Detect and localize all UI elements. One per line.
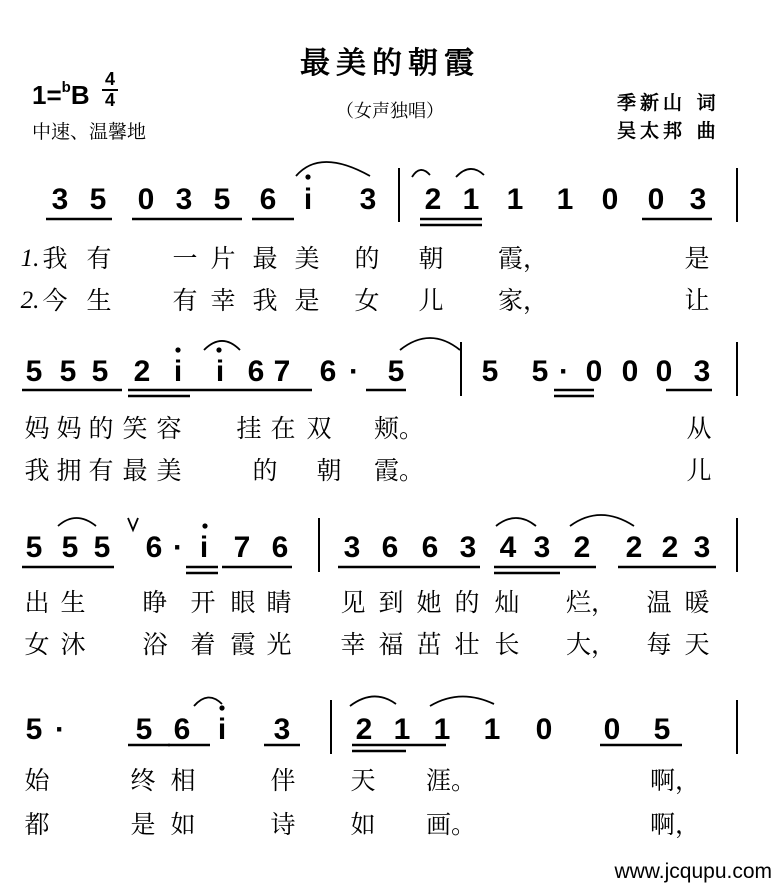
note: 6 [259,183,277,216]
lyric-syllable: 沐 [60,630,86,659]
lyric-syllable: 睛 [266,588,292,617]
note: 2 [625,531,643,564]
lyric-syllable: 颊。 [374,414,425,443]
lyric-syllable: 天 [350,766,376,795]
note: 5 [25,531,43,564]
lyric-syllable: 着 [190,630,216,659]
note: 4 [499,531,517,564]
lyric-syllable: 生 [86,286,112,315]
lyric-syllable: 天 [684,630,710,659]
note: 6 [271,531,289,564]
note: i [303,183,313,216]
key-signature [32,80,90,111]
rest: 0 [137,183,155,216]
note: 5 [531,355,549,388]
lyric-syllable: 女 [24,630,50,659]
lyric-line-3-verse-2 [24,628,724,662]
song-subtitle: （女声独唱） [336,101,444,122]
note: 5 [91,355,109,388]
dot: · [55,713,65,746]
note: 1 [433,713,451,746]
lyric-syllable: 诗 [270,810,296,839]
lyric-syllable: 温 [646,588,672,617]
note: 2 [573,531,591,564]
lyric-syllable: 最 [252,244,278,273]
meter-bottom: 4 [104,90,115,110]
note: 2 [355,713,373,746]
lyric-syllable: 霞 [230,630,256,659]
lyric-syllable: 霞。 [374,456,425,485]
lyric-syllable: 的 [354,244,380,273]
lyric-syllable: 如 [170,810,196,839]
note: 5 [89,183,107,216]
rest: 0 [621,355,639,388]
lyric-syllable: 是 [684,244,710,273]
lyric-syllable: 在 [270,414,296,443]
lyric-syllable: 妈 [56,414,82,443]
lyric-line-2-verse-2 [24,454,724,488]
lyric-line-4-verse-1 [24,764,724,798]
rest: 0 [601,183,619,216]
note: 3 [459,531,477,564]
lyric-syllable: 出 [24,588,50,617]
note: 2 [424,183,442,216]
note: 6 [319,355,337,388]
lyric-syllable: 有 [172,286,198,315]
lyric-syllable: 浴 [142,630,168,659]
lyric-line-4-verse-2 [24,808,724,842]
verse-number: 1. [20,245,40,272]
breath-mark [128,518,138,530]
rest: 0 [655,355,673,388]
rest: 0 [535,713,553,746]
lyric-syllable: 容 [156,414,182,443]
verse-number: 2. [20,287,40,314]
lyric-syllable: 我 [24,456,50,485]
lyric-syllable: 美 [156,456,182,485]
note: i [217,713,227,746]
lyric-syllable: 家， [498,286,549,315]
lyric-syllable: 涯。 [426,766,477,795]
lyric-line-3-verse-1 [24,586,724,620]
lyric-syllable: 片 [210,244,236,273]
lyric-syllable: 到 [378,588,404,617]
note: 1 [393,713,411,746]
lyric-syllable: 笑 [122,414,148,443]
note: 5 [653,713,671,746]
note: 5 [25,713,43,746]
note: 1 [556,183,574,216]
lyric-syllable: 从 [686,414,712,443]
note: 1 [462,183,480,216]
note: 3 [693,531,711,564]
lyric-syllable: 我 [42,244,68,273]
lyric-syllable: 美 [294,244,320,273]
lyric-syllable: 一 [172,244,198,273]
note: 5 [93,531,111,564]
dot: · [173,531,183,564]
note: 6 [381,531,399,564]
lyricist-credit: 季新山 词 [617,92,720,114]
note: 5 [59,355,77,388]
lyric-syllable: 儿 [418,286,444,315]
time-signature [101,70,119,110]
lyric-syllable: 生 [60,588,86,617]
note: 3 [359,183,377,216]
note: 6 [421,531,439,564]
lyric-syllable: 伴 [270,766,296,795]
note: 5 [25,355,43,388]
lyric-syllable: 女 [354,286,380,315]
lyric-syllable: 啊， [650,810,701,839]
lyric-syllable: 光 [266,630,292,659]
lyric-syllable: 挂 [236,414,262,443]
note: 6 [247,355,265,388]
lyric-syllable: 的 [252,456,278,485]
note: 2 [661,531,679,564]
note: 3 [175,183,193,216]
note: 6 [173,713,191,746]
note: 3 [51,183,69,216]
lyric-syllable: 睁 [142,588,168,617]
note: 5 [387,355,405,388]
lyric-syllable: 幸 [210,286,236,315]
lyric-syllable: 双 [306,414,332,443]
note: 1 [483,713,501,746]
lyric-syllable: 都 [24,810,50,839]
lyric-syllable: 始 [24,766,50,795]
lyric-syllable: 茁 [416,630,442,659]
note: 2 [133,355,151,388]
note: 3 [273,713,291,746]
dot: · [559,355,569,388]
lyric-syllable: 见 [340,588,366,617]
note: 7 [233,531,251,564]
lyric-syllable: 灿 [494,588,520,617]
watermark: www.jcqupu.com [614,860,772,883]
lyric-syllable: 她 [416,588,442,617]
note: i [215,355,225,388]
dot: · [349,355,359,388]
note: 5 [135,713,153,746]
note: 3 [693,355,711,388]
lyric-syllable: 拥 [56,456,82,485]
note: i [173,355,183,388]
lyric-syllable: 如 [350,810,376,839]
lyric-line-1-verse-1 [20,242,724,276]
lyric-syllable: 开 [190,588,216,617]
composer-credit: 吴太邦 曲 [617,120,720,142]
lyric-syllable: 大， [566,630,617,659]
rest: 0 [647,183,665,216]
lyric-syllable: 有 [88,456,114,485]
lyric-syllable: 朝 [316,456,342,485]
note: 6 [145,531,163,564]
note: 3 [533,531,551,564]
lyric-syllable: 啊， [650,766,701,795]
meter-top: 4 [104,69,115,89]
lyric-syllable: 暖 [684,588,710,617]
lyric-syllable: 画。 [426,810,477,839]
lyric-syllable: 烂， [566,588,617,617]
lyric-syllable: 幸 [340,630,366,659]
lyric-syllable: 有 [86,244,112,273]
lyric-syllable: 每 [646,630,672,659]
tempo-marking: 中速、温馨地 [32,121,147,143]
note: i [199,531,209,564]
lyric-syllable: 长 [494,630,520,659]
note: 5 [213,183,231,216]
lyric-syllable: 让 [684,286,710,315]
lyric-syllable: 朝 [418,244,444,273]
note: 3 [689,183,707,216]
lyric-line-2-verse-1 [24,412,724,446]
lyric-line-1-verse-2 [20,284,724,318]
lyric-syllable: 相 [170,766,196,795]
note: 1 [506,183,524,216]
note: 5 [61,531,79,564]
key-prefix: 1= [32,80,62,110]
lyric-syllable: 霞， [498,244,549,273]
lyric-syllable: 最 [122,456,148,485]
lyric-syllable: 今 [42,286,68,315]
lyric-syllable: 壮 [454,630,480,659]
rest: 0 [603,713,621,746]
rest: 0 [585,355,603,388]
lyric-syllable: 眼 [230,588,256,617]
lyric-syllable: 的 [88,414,114,443]
lyric-syllable: 终 [130,766,156,795]
key-accidental: b [61,79,71,97]
note: 5 [481,355,499,388]
lyric-syllable: 我 [252,286,278,315]
lyric-syllable: 福 [378,630,404,659]
lyric-syllable: 的 [454,588,480,617]
lyric-syllable: 是 [130,810,156,839]
note: 3 [343,531,361,564]
lyric-syllable: 妈 [24,414,50,443]
song-title: 最美的朝霞 [300,46,480,81]
lyric-syllable: 是 [294,286,320,315]
lyric-syllable: 儿 [686,456,712,485]
note: 7 [273,355,291,388]
key-note: B [70,80,90,110]
